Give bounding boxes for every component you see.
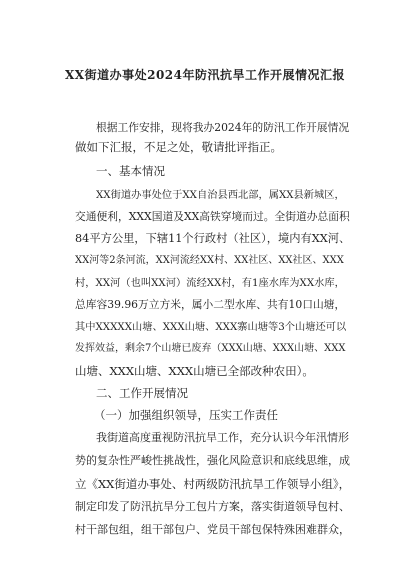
subsection-heading: （一）加强组织领导，压实工作责任 [94, 408, 278, 422]
paragraph-line: 制定印发了防汛抗旱分工包片方案，落实街道领导包村、 [75, 500, 350, 513]
section-heading: 二、工作开展情况 [96, 386, 188, 400]
paragraph-line: 交通便利，XXX国道及XX高铁穿境而过。全街道办总面积 [75, 210, 350, 223]
document-title: XX街道办事处2024年防汛抗旱工作开展情况汇报 [64, 68, 346, 82]
paragraph-line: 84平方公里，下辖11个行政村（社区），境内有XX河、 [75, 232, 351, 245]
paragraph-line: 其中XXXXX山塘、XXX山塘、XXX寨山塘等3个山塘还可以 [75, 321, 347, 333]
paragraph-line: 村，XX河（也叫XX河）流经XX村，有1座水库为XX水库， [75, 277, 345, 289]
paragraph-line: 发挥效益，剩余7个山塘已废弃（XXX山塘、XXX山塘、XXX [75, 343, 346, 354]
paragraph-line: 势的复杂性严峻性挑战性，强化风险意识和底线思维，成 [75, 454, 350, 467]
paragraph-line: XX河等2条河流，XX河流经XX村、XX社区、XX社区、XXX [75, 255, 344, 266]
paragraph-line: 做如下汇报，不足之处，敬请批评指正。 [75, 140, 282, 154]
paragraph-line: 立《XX街道办事处、村两级防汛抗旱工作领导小组》， [75, 477, 351, 491]
paragraph-line: 山塘、XXX山塘、XXX山塘已全部改种农田）。 [75, 364, 314, 378]
paragraph-line: 根据工作安排，现将我办2024年的防汛工作开展情况 [96, 121, 350, 134]
paragraph-line: XX街道办事处位于XX自治县西北部，属XX县新城区， [96, 189, 345, 201]
paragraph-line: 总库容39.96万立方米，属小二型水库、共有10口山塘， [75, 298, 346, 311]
section-heading: 一、基本情况 [96, 164, 165, 178]
paragraph-line: 村干部包组，组干部包户、党员干部包保特殊困难群众， [75, 523, 350, 536]
paragraph-line: 我街道高度重视防汛抗旱工作，充分认识今年汛情形 [96, 431, 349, 444]
